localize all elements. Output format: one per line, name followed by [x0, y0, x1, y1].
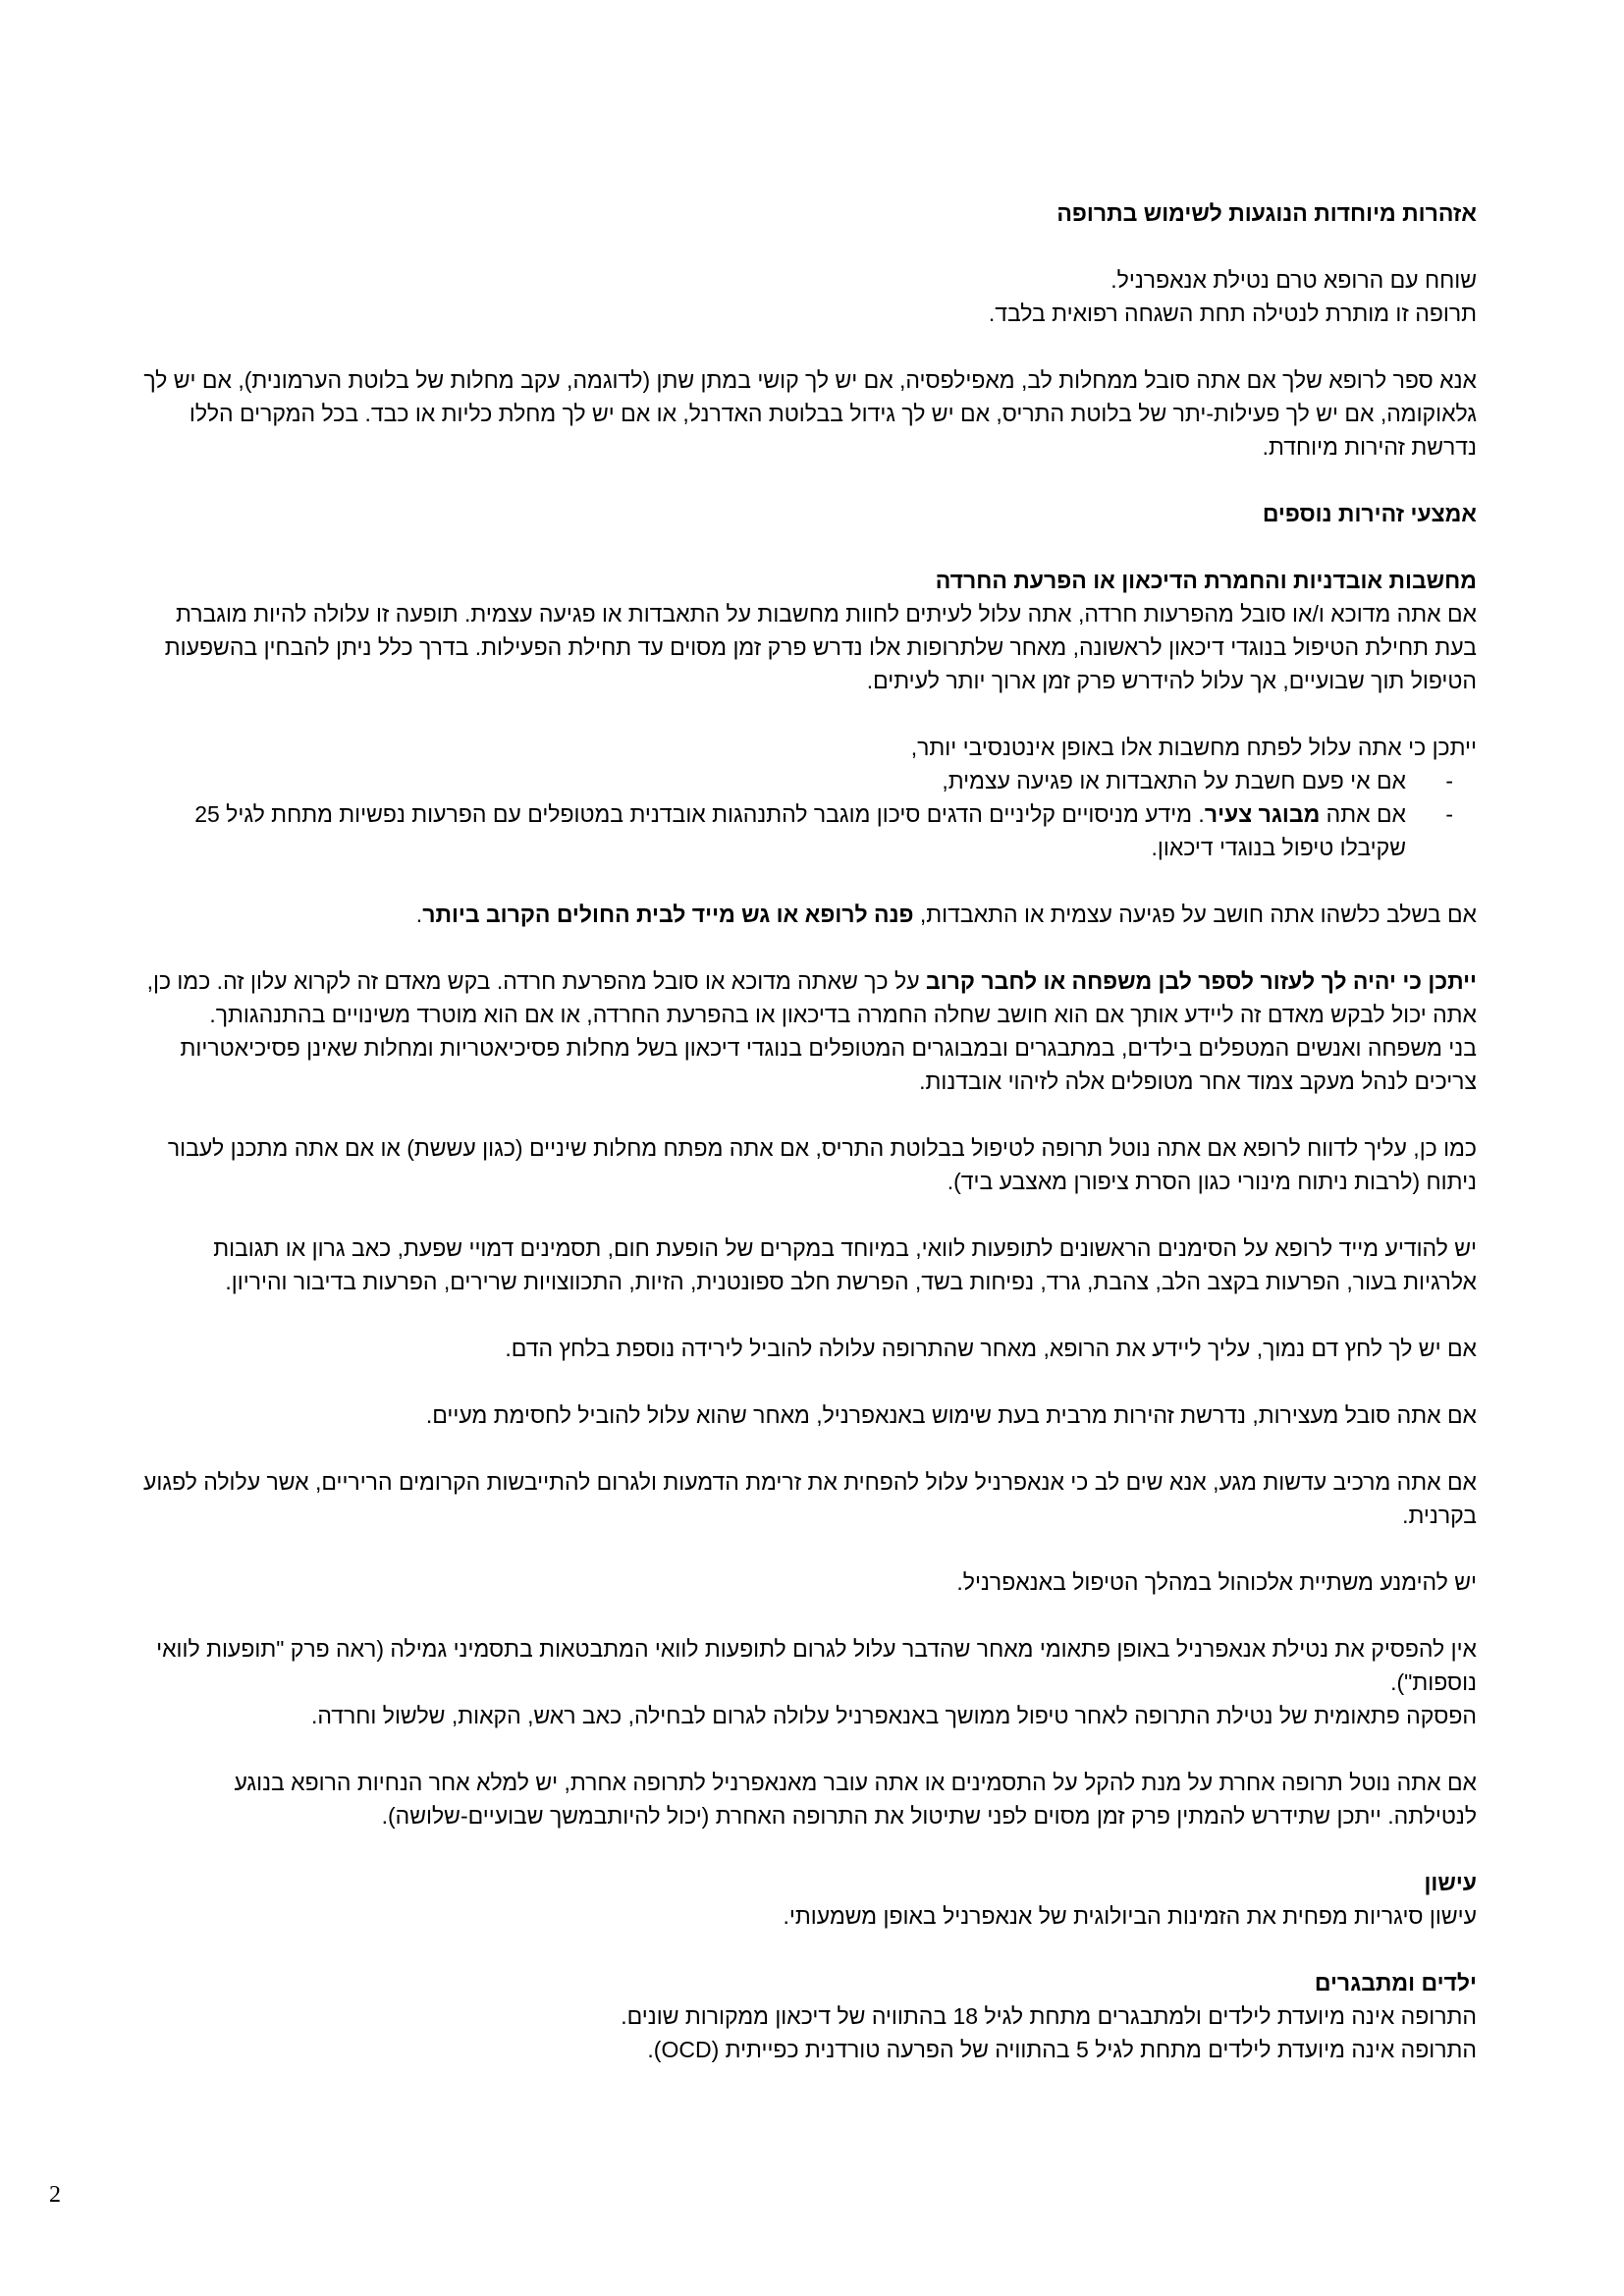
subheading-suicidal-thoughts: מחשבות אובדניות והחמרת הדיכאון או הפרעת החרדה — [935, 568, 1477, 593]
urgent-action-paragraph — [141, 898, 1477, 931]
children-depression-line: התרופה אינה מיועדת לילדים ולמתבגרים מתחת לגיל 18 בהתוויה של דיכאון ממקורות שונים. — [621, 2003, 1477, 2029]
page-number: 2 — [49, 2182, 61, 2208]
urgent-text-post: . — [415, 902, 423, 927]
warnings-line-consult: שוחח עם הרופא טרם נטילת אנאפרניל. — [1110, 267, 1477, 293]
stop-treatment-paragraph: אין להפסיק את נטילת אנאפרניל באופן פתאומי מאחר שהדבר עלול לגרום לתופעות לוואי המתבטאות בתסמיני גמילה (ראה פרק "תופעות לוואי נוספות"). — [156, 1636, 1477, 1695]
smoking-paragraph: עישון סיגריות מפחית את הזמינות הביולוגית של אנאפרניל באופן משמעותי. — [783, 1903, 1477, 1929]
low-blood-pressure-paragraph: אם יש לך לחץ דם נמוך, עליך ליידע את הרופא, מאחר שהתרופה עלולה להוביל לירידה נוספת בלחץ הדם. — [505, 1336, 1477, 1361]
warnings-line-supervision: תרופה זו מותרת לנטילה תחת השגחה רפואית בלבד. — [988, 301, 1477, 326]
list-item — [141, 797, 1477, 864]
warnings-intro-block — [141, 263, 1477, 330]
switch-medication-paragraph: אם אתה נוטל תרופה אחרת על מנת להקל על התסמינים או אתה עובר מאנאפרניל לתרופה אחרת, יש למלא אחר הנחיות הרופא בנוגע לנטילתה. ייתכן שתידרש להמתין פרק זמן מסוים לפני שתיטול את התרופה האחרת (יכול להיותבמשך שבועיים-שלושה). — [234, 1770, 1477, 1829]
dash-bullet: - — [1445, 768, 1453, 793]
list-item-text-pre: אם אתה — [1320, 801, 1406, 827]
urgent-text-pre: אם בשלב כלשהו אתה חושב על פגיעה עצמית או התאבדות, — [913, 902, 1477, 927]
thyroid-dental-surgery-paragraph: כמו כן, עליך לדווח לרופא אם אתה נוטל תרופה לטיפול בבלוטת התריס, אם אתה מפתח מחלות שיניים (כגון עששת) או אם אתה מתכנן לעבור ניתוח (לרבות ניתוח מינורי כגון הסרת ציפורן מאצבע ביד). — [167, 1135, 1477, 1194]
alcohol-paragraph: יש להימנע משתיית אלכוהול במהלך הטיפול באנאפרניל. — [956, 1569, 1477, 1595]
dash-bullet: - — [1445, 801, 1453, 827]
family-support-text: על כך שאתה מדוכא או סובל מהפרעת חרדה. בקש מאדם זה לקרוא עלון זה. כמו כן, אתה יכול לבקש מאדם זה ליידע אותך אם הוא חושב שחלה החמרה בדיכאון או בהפרעת החרדה, או אם הוא מוטרד משינויים בהתנהגותך. — [146, 968, 1477, 1027]
children-ocd-line: התרופה אינה מיועדת לילדים מתחת לגיל 5 בהתוויה של הפרעה טורדנית כפייתית (OCD). — [647, 2037, 1477, 2062]
document-page — [141, 196, 1477, 2066]
section-heading-special-warnings: אזהרות מיוחדות הנוגעות לשימוש בתרופה — [1056, 200, 1477, 226]
family-support-paragraph — [141, 964, 1477, 1031]
list-item — [141, 764, 1477, 797]
section-heading-smoking: עישון — [1424, 1870, 1477, 1895]
urgent-text-bold: פנה לרופא או גש מייד לבית החולים הקרוב ביותר — [422, 902, 914, 927]
risk-list — [141, 764, 1477, 864]
family-monitoring-paragraph: בני משפחה ואנשים המטפלים בילדים, במתבגרים ובמבוגרים המטופלים בנוגדי דיכאון בשל מחלות פסיכיאטריות ומחלות שאינן פסיכיאטריות צריכים לנהל מעקב צמוד אחר מטופלים אלה לזיהוי אובדנות. — [180, 1035, 1477, 1094]
side-effect-symptoms-paragraph: יש להודיע מייד לרופא על הסימנים הראשונים לתופעות לוואי, במיוחד במקרים של הופעת חום, תסמינים דמויי שפעת, כאב גרון או תגובות אלרגיות בעור, הפרעות בקצב הלב, צהבת, גרד, נפיחות בשד, הפרשת חלב ספונטנית, הזיות, התכווצויות שרירים, הפרעות בדיבור והיריון. — [213, 1235, 1477, 1294]
constipation-paragraph: אם אתה סובל מעצירות, נדרשת זהירות מרבית בעת שימוש באנאפרניל, מאחר שהוא עלול להוביל לחסימת מעיים. — [425, 1402, 1477, 1428]
section-heading-children: ילדים ומתבגרים — [1314, 1970, 1477, 1995]
risk-intro-line: ייתכן כי אתה עלול לפתח מחשבות אלו באופן אינטנסיבי יותר, — [910, 735, 1477, 760]
family-support-bold: ייתכן כי יהיה לך לעזור לספר לבן משפחה או לחבר קרוב — [926, 968, 1477, 994]
sudden-stop-paragraph: הפסקה פתאומית של נטילת התרופה לאחר טיפול ממושך באנאפרניל עלולה לגרום לבחילה, כאב ראש, הקאות, שלשול וחרדה. — [310, 1703, 1477, 1728]
suicidal-thoughts-paragraph: אם אתה מדוכא ו/או סובל מהפרעות חרדה, אתה עלול לעיתים לחוות מחשבות על התאבדות או פגיעה עצמית. תופעה זו עלולה להיות מוגברת בעת תחילת הטיפול בנוגדי דיכאון לראשונה, מאחר שלתרופות אלו נדרש פרק זמן מסוים עד תחילת הפעילות. בדרך כלל ניתן להבחין בהשפעות הטיפול תוך שבועיים, אך עלול להידרש פרק זמן ארוך יותר לעיתים. — [164, 601, 1477, 693]
contact-lenses-paragraph: אם אתה מרכיב עדשות מגע, אנא שים לב כי אנאפרניל עלול להפחית את זרימת הדמעות ולגרום להתייבשות הקרומים הריריים, אשר עלולה לפגוע בקרנית. — [143, 1469, 1477, 1528]
section-heading-extra-precautions: אמצעי זהירות נוספים — [1262, 501, 1477, 526]
warnings-conditions-paragraph: אנא ספר לרופא שלך אם אתה סובל ממחלות לב, מאפילפסיה, אם יש לך קושי במתן שתן (לדוגמה, עקב מחלות של בלוטת הערמונית), אם יש לך גלאוקומה, אם יש לך פעילות-יתר של בלוטת התריס, אם יש לך גידול בבלוטת האדרנל, או אם יש לך מחלת כליות או כבד. בכל המקרים הללו נדרשת זהירות מיוחדת. — [143, 367, 1477, 460]
list-item-text-post: . מידע מניסויים קליניים הדגים סיכון מוגבר להתנהגות אובדנית במטופלים עם הפרעות נפשיות מתחת לגיל 25 שקיבלו טיפול בנוגדי דיכאון. — [194, 801, 1406, 860]
list-item-text: אם אי פעם חשבת על התאבדות או פגיעה עצמית, — [942, 768, 1406, 793]
list-item-bold-young-adult: מבוגר צעיר — [1204, 801, 1321, 827]
